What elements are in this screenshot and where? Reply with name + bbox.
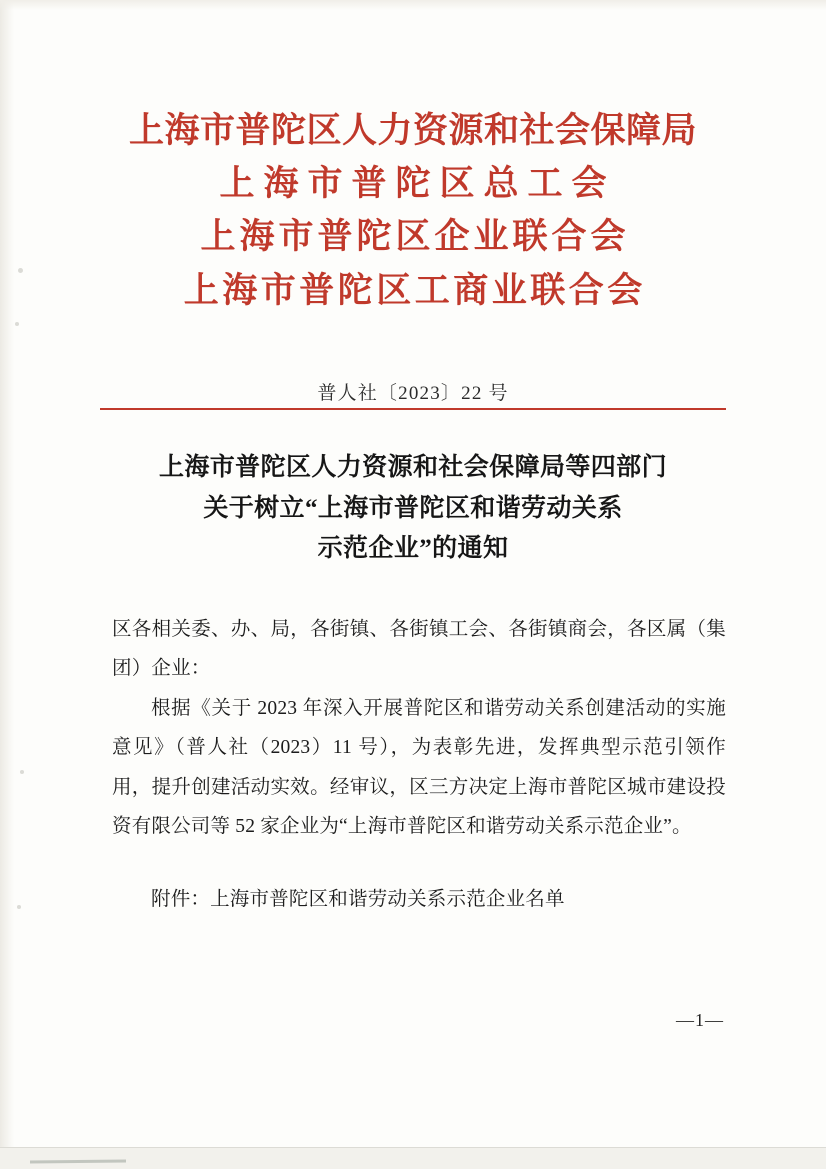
- title-line-1: 上海市普陀区人力资源和社会保障局等四部门: [158, 454, 667, 481]
- letterhead-line-4: 上海市普陀区工商业联合会: [183, 270, 646, 310]
- header-red-rule: [100, 408, 726, 410]
- document-body: [112, 610, 726, 920]
- document-number: 普人社〔2023〕22 号: [317, 383, 509, 404]
- letterhead-line-3: 上海市普陀区企业联合会: [200, 217, 630, 257]
- body-paragraph-1: 根据《关于 2023 年深入开展普陀区和谐劳动关系创建活动的实施意见》（普人社（2023）11 号），为表彰先进，发挥典型示范引领作用，提升创建活动实效。经审议，区三方决定上海市普陀区城市建设投资有限公司等 52 家企业为“上海市普陀区和谐劳动关系示范企业”。: [112, 697, 726, 837]
- scan-speck: [15, 322, 19, 326]
- scan-speck: [17, 905, 21, 909]
- letterhead-line-1: 上海市普陀区人力资源和社会保障局: [128, 111, 697, 150]
- page-number: —1—: [676, 1010, 724, 1030]
- title-line-2: 关于树立“上海市普陀区和谐劳动关系: [203, 494, 623, 522]
- attachment-line: 附件：上海市普陀区和谐劳动关系示范企业名单: [151, 889, 565, 911]
- scan-speck: [20, 770, 24, 774]
- page-top-edge-shadow: [0, 0, 826, 10]
- addressee-line: 区各相关委、办、局，各街镇、各街镇工会、各街镇商会，各区属（集团）企业：: [112, 619, 726, 680]
- title-line-3: 示范企业”的通知: [317, 535, 509, 562]
- page-bottom-edge: [0, 1147, 826, 1169]
- letterhead-line-2: 上海市普陀区总工会: [219, 164, 616, 204]
- page-title: [96, 448, 730, 570]
- letterhead: [0, 104, 826, 317]
